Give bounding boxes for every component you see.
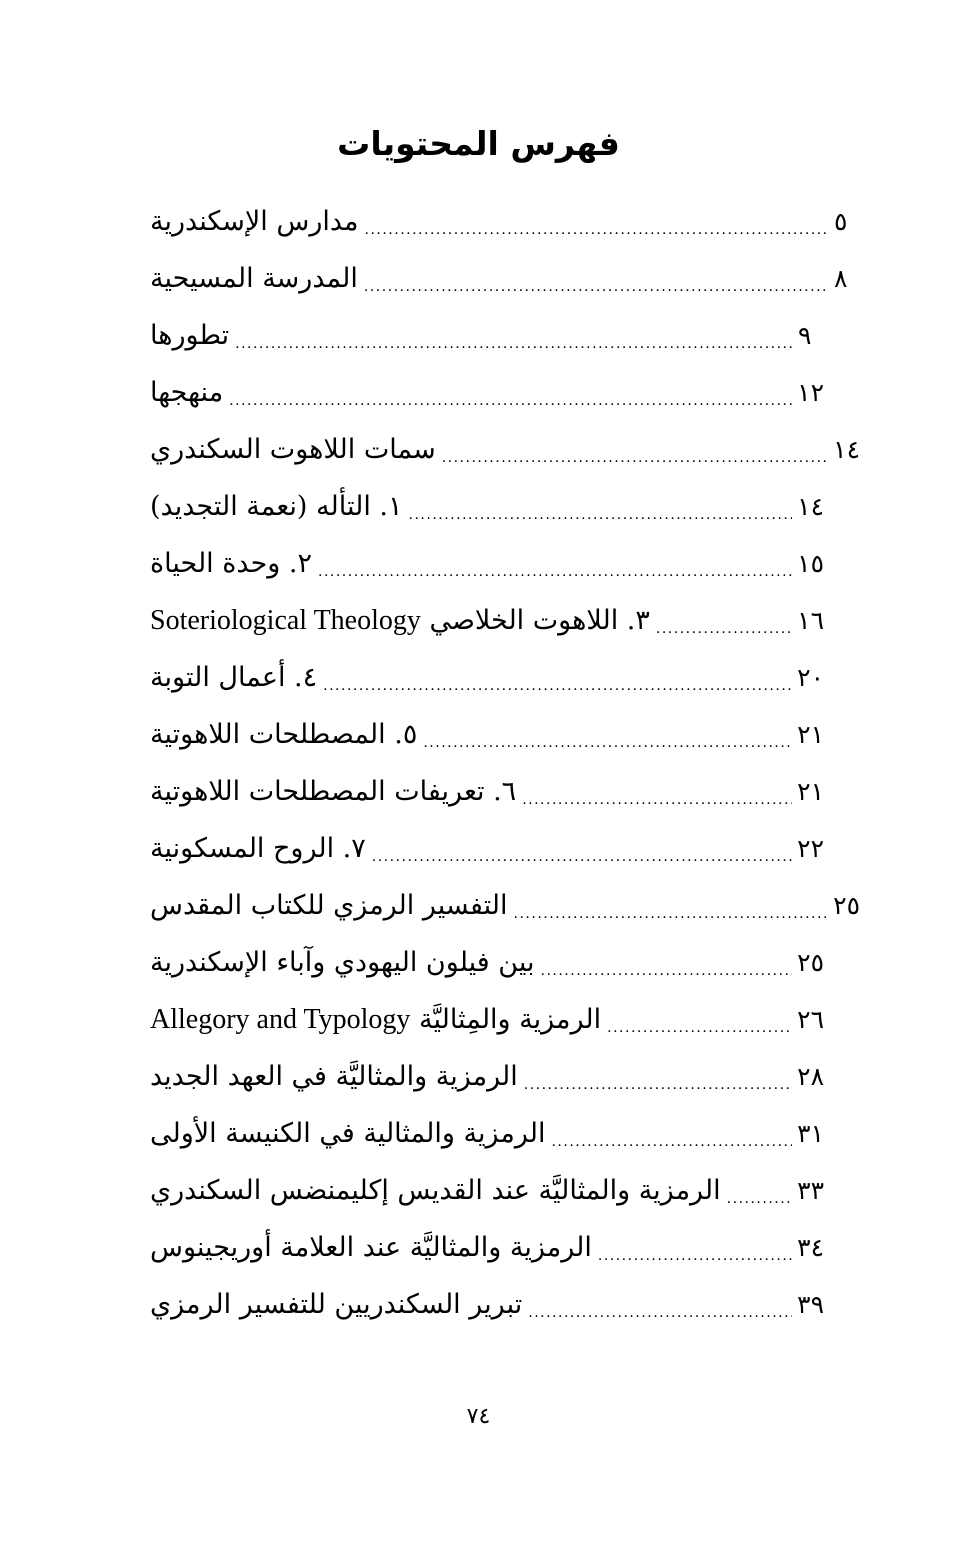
toc-entry-title-text: ٦. تعريفات المصطلحات اللاهوتية <box>150 776 517 807</box>
toc-entry-title <box>150 605 650 637</box>
toc-entry-title-text: بين فيلون اليهودي وآباء الإسكندرية <box>150 947 535 978</box>
toc-entry[interactable] <box>150 250 860 307</box>
toc-entry-page: ٢٢ <box>797 834 824 863</box>
toc-entry[interactable] <box>150 535 860 592</box>
dot-leader <box>423 735 792 751</box>
toc-entry-title <box>150 1061 518 1092</box>
toc-entry[interactable] <box>150 478 860 535</box>
toc-entry[interactable] <box>150 307 860 364</box>
toc-entry-title <box>150 719 417 750</box>
toc-entry-page: ١٢ <box>797 378 824 407</box>
dot-leader <box>318 564 792 580</box>
toc-entry-title-text: ٤. أعمال التوبة <box>150 662 318 693</box>
toc-entry-title-text: الرمزية والمثاليَّة في العهد الجديد <box>150 1061 518 1092</box>
toc-entry[interactable] <box>150 991 860 1048</box>
toc-entry-page: ٢٦ <box>797 1005 824 1034</box>
toc-entry-title <box>150 377 223 408</box>
toc-entry-title <box>150 1118 545 1149</box>
toc-entry[interactable] <box>150 820 860 877</box>
dot-leader <box>365 222 829 238</box>
toc-entry[interactable] <box>150 421 860 478</box>
dot-leader <box>551 1134 792 1150</box>
toc-entry-page: ٢١ <box>797 720 824 749</box>
dot-leader <box>607 1020 792 1036</box>
dot-leader <box>598 1248 792 1264</box>
table-of-contents <box>150 193 860 1333</box>
toc-entry-page: ٣٩ <box>797 1290 824 1319</box>
toc-entry-page: ١٦ <box>797 606 824 635</box>
toc-entry[interactable] <box>150 706 860 763</box>
toc-entry-title <box>150 320 229 351</box>
dot-leader <box>364 279 828 295</box>
dot-leader <box>528 1305 792 1321</box>
toc-entry-title-text: الرمزية والمثاليَّة عند القديس إكليمنضس السكندري <box>150 1175 721 1206</box>
dot-leader <box>514 906 828 922</box>
dot-leader <box>442 450 828 466</box>
dot-leader <box>323 678 792 694</box>
toc-entry-title <box>150 263 358 294</box>
toc-entry-page: ٢٥ <box>797 948 824 977</box>
toc-entry[interactable] <box>150 934 860 991</box>
toc-entry-title-text: مدارس الإسكندرية <box>150 206 359 237</box>
toc-entry-title <box>150 491 403 522</box>
dot-leader <box>372 849 792 865</box>
dot-leader <box>727 1191 792 1207</box>
toc-entry-title-text: ٧. الروح المسكونية <box>150 833 366 864</box>
dot-leader <box>522 792 792 808</box>
dot-leader <box>235 336 792 352</box>
toc-entry-title-text: ٢. وحدة الحياة <box>150 548 312 579</box>
toc-entry-title-text: الرمزية والمثاليَّة عند العلامة أوريجينوس <box>150 1232 592 1263</box>
toc-entry-title-text: سمات اللاهوت السكندري <box>150 434 436 465</box>
toc-entry[interactable] <box>150 1276 860 1333</box>
toc-entry-english-title: Allegory and Typology <box>150 1003 411 1035</box>
toc-entry-english-title: Soteriological Theology <box>150 604 421 636</box>
toc-entry-title-text: تطورها <box>150 320 230 351</box>
toc-entry-page: ٣٣ <box>797 1176 824 1205</box>
dot-leader <box>229 393 792 409</box>
toc-entry-title <box>150 1232 592 1263</box>
toc-entry-title <box>150 662 317 693</box>
toc-entry-page: ٣٤ <box>797 1233 824 1262</box>
dot-leader <box>541 963 793 979</box>
page-number: ٧٤ <box>466 1404 491 1429</box>
toc-entry[interactable] <box>150 364 860 421</box>
toc-entry-page: ٢١ <box>797 777 824 806</box>
toc-entry-page: ٣١ <box>797 1119 824 1148</box>
toc-entry-title-text: التفسير الرمزي للكتاب المقدس <box>150 890 508 921</box>
toc-entry-title <box>150 1175 721 1206</box>
toc-entry-title-text: ١. التأله (نعمة التجديد) <box>150 491 403 522</box>
toc-entry-page: ٢٥ <box>833 891 860 920</box>
toc-entry-title-text: الرمزية والمِثاليَّة <box>418 1003 602 1035</box>
toc-entry[interactable] <box>150 763 860 820</box>
toc-entry-page: ١٥ <box>797 549 824 578</box>
toc-entry[interactable] <box>150 649 860 706</box>
toc-entry-title <box>150 1004 601 1036</box>
toc-entry-title <box>150 947 535 978</box>
toc-entry-title <box>150 206 359 237</box>
toc-entry-title-text: الرمزية والمثالية في الكنيسة الأولى <box>150 1118 546 1149</box>
toc-entry[interactable] <box>150 1219 860 1276</box>
dot-leader <box>656 621 792 637</box>
toc-entry-page: ٨ <box>834 264 848 293</box>
toc-entry-page: ٥ <box>834 207 848 236</box>
toc-entry-title-text: منهجها <box>150 377 224 408</box>
toc-entry-title <box>150 833 366 864</box>
toc-entry-page: ٩ <box>798 321 812 350</box>
page-title: فهرس المحتويات <box>337 124 620 164</box>
toc-entry-title <box>150 776 516 807</box>
toc-entry-title <box>150 890 508 921</box>
toc-entry-title-text: تبرير السكندريين للتفسير الرمزي <box>150 1289 523 1320</box>
toc-entry-page: ١٤ <box>797 492 824 521</box>
toc-entry-title-text: ٣. اللاهوت الخلاصي <box>429 604 650 636</box>
toc-entry-title <box>150 434 436 465</box>
toc-entry-page: ٢٨ <box>797 1062 824 1091</box>
toc-entry-title-text: ٥. المصطلحات اللاهوتية <box>150 719 418 750</box>
toc-entry[interactable] <box>150 1048 860 1105</box>
toc-entry-title <box>150 1289 522 1320</box>
toc-entry-page: ٢٠ <box>797 663 824 692</box>
toc-entry[interactable] <box>150 877 860 934</box>
dot-leader <box>409 507 792 523</box>
toc-entry-title <box>150 548 312 579</box>
toc-entry-page: ١٤ <box>833 435 860 464</box>
toc-entry[interactable] <box>150 592 860 649</box>
toc-entry[interactable] <box>150 1162 860 1219</box>
toc-entry[interactable] <box>150 1105 860 1162</box>
dot-leader <box>524 1077 792 1093</box>
toc-entry-title-text: المدرسة المسيحية <box>150 263 358 294</box>
toc-entry[interactable] <box>150 193 860 250</box>
